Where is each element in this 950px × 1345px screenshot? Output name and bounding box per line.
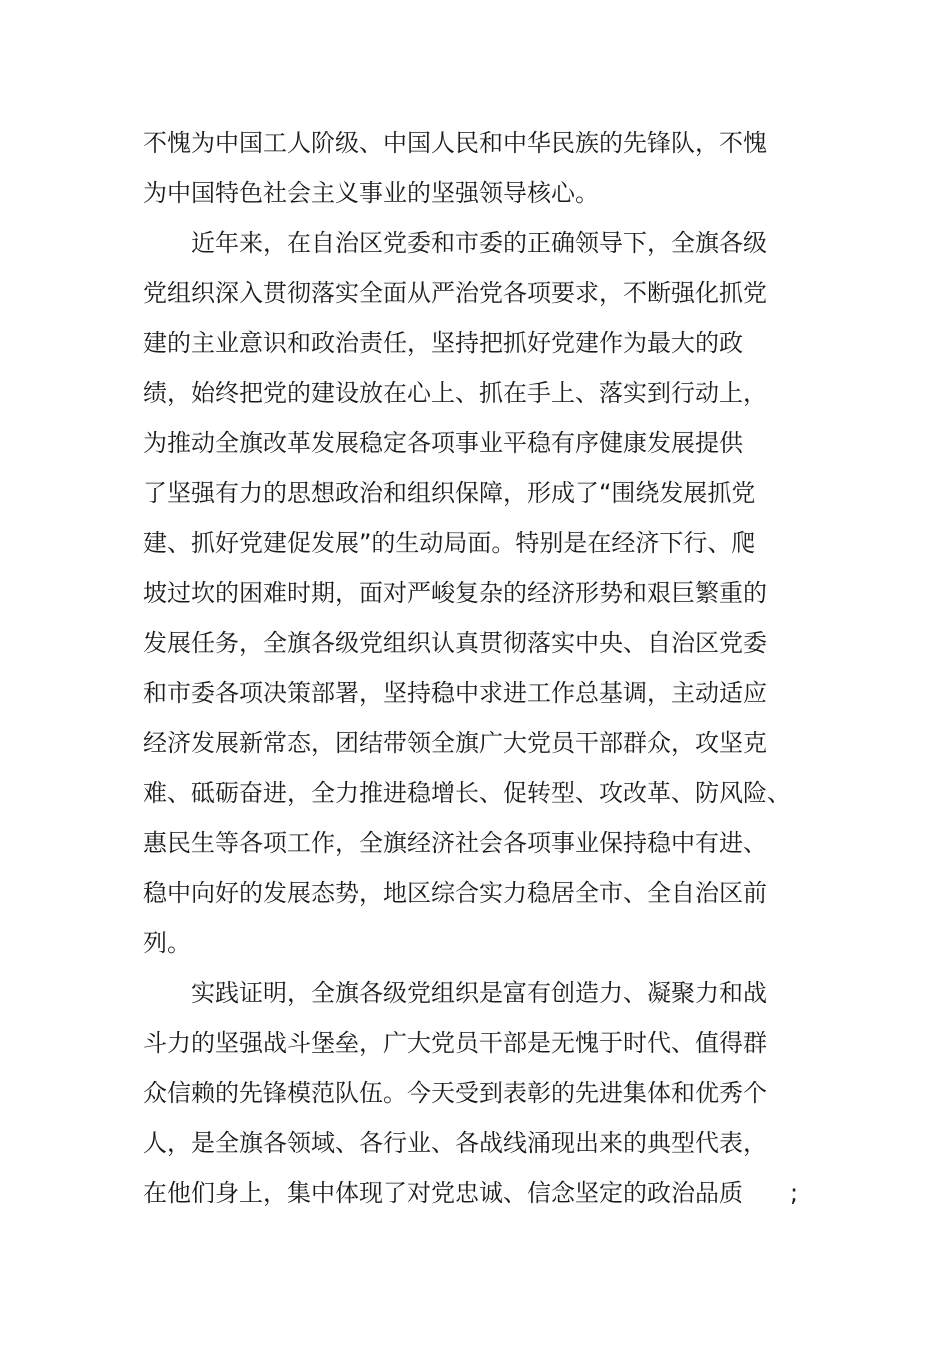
text-line: 稳中向好的发展态势，地区综合实力稳居全市、全自治区前 [143,879,767,907]
text-line: 了坚强有力的思想政治和组织保障，形成了“围绕发展抓党 [143,479,756,507]
text-line: 绩，始终把党的建设放在心上、抓在手上、落实到行动上， [143,379,767,407]
text-line: 列。 [143,929,191,957]
text-line: 不愧为中国工人阶级、中国人民和中华民族的先锋队，不愧 [143,129,767,157]
text-line: 惠民生等各项工作，全旗经济社会各项事业保持稳中有进、 [143,829,767,857]
text-line: 坡过坎的困难时期，面对严峻复杂的经济形势和艰巨繁重的 [143,579,767,607]
text-line: 难、砥砺奋进，全力推进稳增长、促转型、攻改革、防风险、 [143,779,791,807]
text-line: 为中国特色社会主义事业的坚强领导核心。 [143,179,599,207]
text-line: 经济发展新常态，团结带领全旗广大党员干部群众，攻坚克 [143,729,767,757]
text-line: 发展任务，全旗各级党组织认真贯彻落实中央、自治区党委 [143,629,767,657]
text-line: 建、抓好党建促发展”的生动局面。特别是在经济下行、爬 [143,529,756,557]
paragraph-start-line: 近年来，在自治区党委和市委的正确领导下，全旗各级 [191,229,767,257]
text-line: 在他们身上，集中体现了对党忠诚、信念坚定的政治品质 [143,1179,743,1207]
text-line: 为推动全旗改革发展稳定各项事业平稳有序健康发展提供 [143,429,743,457]
text-line: 党组织深入贯彻落实全面从严治党各项要求，不断强化抓党 [143,279,767,307]
body-text [143,118,791,1218]
trailing-semicolon: ; [790,1179,799,1207]
text-line: 人，是全旗各领域、各行业、各战线涌现出来的典型代表， [143,1129,767,1157]
paragraph-start-line: 实践证明，全旗各级党组织是富有创造力、凝聚力和战 [191,979,767,1007]
text-line: 斗力的坚强战斗堡垒，广大党员干部是无愧于时代、值得群 [143,1029,767,1057]
text-line: 众信赖的先锋模范队伍。今天受到表彰的先进集体和优秀个 [143,1079,767,1107]
text-line: 建的主业意识和政治责任，坚持把抓好党建作为最大的政 [143,329,743,357]
text-line: 和市委各项决策部署，坚持稳中求进工作总基调，主动适应 [143,679,767,707]
